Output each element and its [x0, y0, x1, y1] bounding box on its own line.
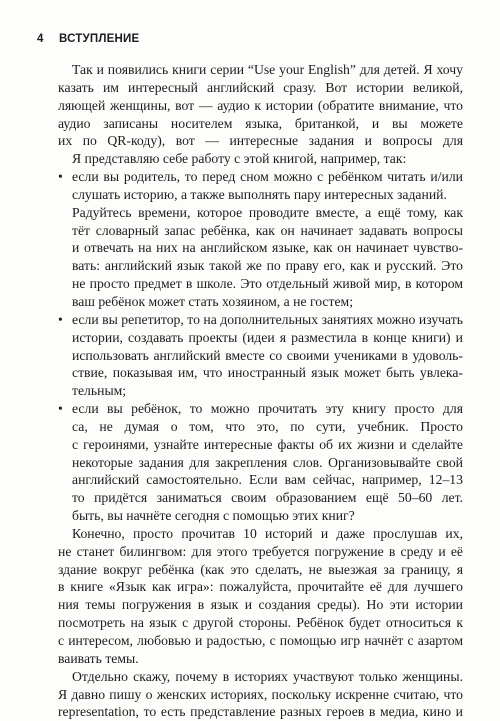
text-line — [58, 418, 463, 436]
line-text: их по QR-коду), вот — интересные задания и вопросы для — [58, 133, 463, 149]
text-line — [58, 614, 463, 632]
bullet-icon: • — [58, 401, 63, 417]
text-line — [58, 364, 463, 382]
line-text: ляющей женщины, вот — аудио к истории (обратите внимание, что — [58, 97, 463, 113]
line-text: с интересом, любовью и радостью, с помощью игр начнёт с азартом — [58, 633, 463, 648]
line-text: Конечно, просто прочитав 10 историй и даже прослушав их, — [72, 525, 463, 541]
line-text: са, не думая о том, что это, по сути, учебник. Просто — [72, 418, 463, 434]
line-text: слушать историю, а также выполнять пару интересных заданий. — [72, 186, 447, 202]
line-text: не просто предмет в школе. Это отдельный живой мир, в котором — [72, 276, 463, 292]
text-line — [58, 382, 463, 400]
text-line — [58, 543, 463, 561]
text-line — [58, 578, 463, 596]
text-line — [58, 275, 463, 293]
line-text: не станет билингвом: для этого требуется погружение в среду и её — [58, 543, 463, 559]
line-text: здание вокруг ребёнка (как это сделать, не выезжая за границу, я — [58, 561, 463, 577]
line-text: representation, то есть представление разных героев в медиа, кино и — [58, 704, 463, 720]
text-line — [58, 329, 463, 347]
text-line — [58, 347, 463, 365]
text-line — [58, 257, 463, 275]
line-text: некоторые задания для закрепления слов. Организовывайте свой — [72, 454, 463, 470]
line-text: Отдельно скажу, почему в историях участвуют только женщины. — [72, 668, 463, 684]
line-text: тёт словарный запас ребёнка, как он начинает задавать вопросы — [72, 222, 463, 238]
text-line — [58, 650, 463, 668]
line-text: с героинями, узнайте интересные факты об их жизни и сделайте — [72, 436, 463, 452]
text-line — [58, 489, 463, 507]
line-text: то придётся заниматься своим образованием ещё 50–60 лет. — [72, 490, 463, 506]
text-line — [58, 150, 463, 168]
bullet-item-line — [58, 311, 463, 329]
line-text: посмотреть на язык с другой стороны. Ребёнок будет относиться к — [58, 615, 463, 631]
text-line — [58, 61, 463, 79]
page-header — [37, 33, 139, 45]
bullet-icon: • — [58, 169, 63, 185]
text-line — [58, 596, 463, 614]
line-text: быть, вы начнёте сегодня с помощью этих книг? — [72, 508, 355, 524]
line-text: Так и появились книги серии “Use your English” для детей. Я хочу — [72, 62, 463, 77]
line-text: Я представляю себе работу с этой книгой, например, так: — [72, 151, 407, 167]
text-line — [58, 436, 463, 454]
line-text: Радуйтесь времени, которое проводите вместе, а ещё тому, как — [72, 204, 463, 220]
text-line — [58, 204, 463, 222]
text-line — [58, 703, 463, 721]
line-text: вать: английский язык такой же по праву его, как и русский. Это — [72, 258, 463, 274]
line-text: использовать английский вместе со своими учениками в удоволь- — [72, 347, 463, 363]
line-text: ния темы погружения в язык и создания среды). Но эти истории — [58, 597, 463, 613]
text-line — [58, 239, 463, 257]
line-text: и отвечать на них на английском языке, как он начинает чувство- — [72, 240, 463, 256]
text-line — [58, 222, 463, 240]
bullet-item-line — [58, 400, 463, 418]
page-number: 4 — [37, 33, 44, 45]
line-text: казать им интересный английский сразу. Вот истории великой, — [58, 79, 463, 95]
line-text: истории, создавать проекты (идеи я разместила в конце книги) и — [72, 329, 463, 345]
text-line — [58, 293, 463, 311]
line-text: английский самостоятельно. Если вам сейчас, например, 12–13 — [72, 472, 463, 488]
text-line — [58, 454, 463, 472]
text-line — [58, 97, 463, 115]
text-line — [58, 471, 463, 489]
text-line — [58, 507, 463, 525]
line-text: если вы репетитор, то на дополнительных занятиях можно изучать — [72, 311, 463, 327]
text-line — [58, 561, 463, 579]
section-title: ВСТУПЛЕНИЕ — [59, 33, 140, 45]
bullet-item-line — [58, 168, 463, 186]
line-text: ствие, показывая им, что иностранный язык может быть увлека- — [72, 365, 463, 381]
line-text: тельным; — [72, 383, 127, 399]
text-line — [58, 686, 463, 704]
line-text: ваш ребёнок может стать хозяином, а не гостем; — [72, 293, 354, 309]
line-text: в книге «Язык как игра»: пожалуйста, прочитайте её для лучшего — [58, 579, 463, 595]
line-text: ваивать темы. — [58, 650, 139, 666]
bullet-icon: • — [58, 311, 63, 327]
text-line — [58, 79, 463, 97]
text-line — [58, 132, 463, 150]
text-line — [58, 186, 463, 204]
text-line — [58, 632, 463, 650]
text-line — [58, 525, 463, 543]
line-text: аудио записаны носителем языка, британкой, и вы можете — [58, 115, 463, 131]
text-line — [58, 115, 463, 133]
line-text: Я давно пишу о женских историях, поскольку искренне считаю, что — [58, 686, 463, 702]
line-text: если вы ребёнок, то можно прочитать эту книгу просто для — [72, 401, 463, 417]
text-line — [58, 668, 463, 686]
line-text: если вы родитель, то перед сном можно с ребёнком читать и/или — [72, 169, 463, 185]
body-text — [58, 61, 463, 721]
